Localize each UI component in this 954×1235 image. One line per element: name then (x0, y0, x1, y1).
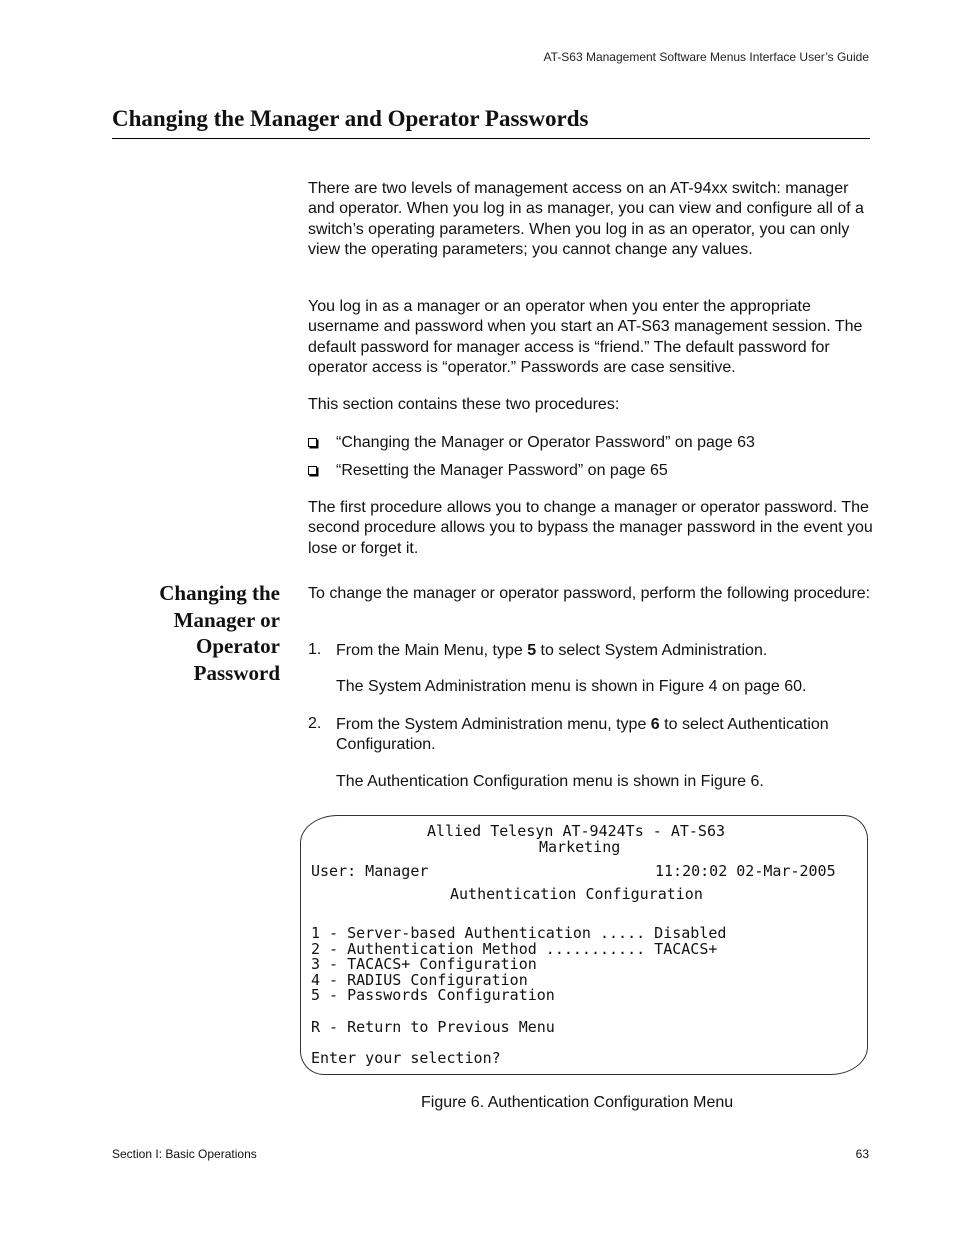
procedures-summary: The first procedure allows you to change a manager or operator password. The second procedure allows you to bypass the manager password in the event you lose or forget it. (308, 499, 873, 557)
terminal-prompt[interactable]: Enter your selection? (311, 1049, 501, 1067)
checkbox-bullet-icon (308, 466, 317, 475)
subsection-heading: Changing the Manager or Operator Password (159, 581, 280, 685)
step-number: 1. (308, 641, 322, 658)
bullet-link-text[interactable]: “Changing the Manager or Operator Password” on page 63 (336, 434, 755, 451)
intro-paragraph-3: This section contains these two procedures: (308, 396, 620, 413)
section-title: Changing the Manager and Operator Passwords (112, 106, 870, 139)
intro-paragraph-1: There are two levels of management access on an AT-94xx switch: manager and operator. When you log in as manager, you can view and configure all of a switch’s operating parameters. When you log in as an operator, you can only view the operating parameters; you cannot change any values. (308, 180, 864, 258)
figure-caption: Figure 6. Authentication Configuration Menu (421, 1094, 734, 1111)
terminal-screen (300, 815, 868, 1075)
terminal-datetime: 11:20:02 02-Mar-2005 (655, 862, 836, 880)
terminal-user: User: Manager (311, 862, 429, 880)
menu-item[interactable]: 5 - Passwords Configuration (311, 986, 555, 1004)
step-2-note: The Authentication Configuration menu is shown in Figure 6. (336, 773, 764, 790)
footer-section: Section I: Basic Operations (112, 1147, 257, 1161)
step-1-note: The System Administration menu is shown in Figure 4 on page 60. (336, 678, 807, 695)
terminal-title: Allied Telesyn AT-9424Ts - AT-S63 (427, 822, 726, 840)
menu-item[interactable]: 1 - Server-based Authentication ..... Disabled (311, 924, 727, 942)
terminal-subtitle: Marketing (539, 838, 621, 856)
subsection-intro: To change the manager or operator password, perform the following procedure: (308, 585, 871, 602)
step-number: 2. (308, 715, 322, 732)
terminal-menu-title: Authentication Configuration (450, 885, 703, 903)
bullet-link-text[interactable]: “Resetting the Manager Password” on page 65 (336, 462, 668, 479)
intro-paragraph-2: You log in as a manager or an operator when you enter the appropriate username and password when you start an AT-S63 management session. The default password for manager access is “friend.” The default password for operator access is “operator.” Passwords are case sensitive. (308, 298, 863, 376)
running-header: AT-S63 Management Software Menus Interface User’s Guide (543, 50, 869, 64)
menu-item[interactable]: 3 - TACACS+ Configuration (311, 955, 537, 973)
menu-item[interactable]: 4 - RADIUS Configuration (311, 971, 528, 989)
menu-item[interactable]: 2 - Authentication Method ........... TACACS+ (311, 940, 718, 958)
step-2-text: From the System Administration menu, type 6 to select Authentication Configuration. (336, 716, 829, 754)
step-1-text: From the Main Menu, type 5 to select System Administration. (336, 642, 768, 659)
footer-page-number: 63 (855, 1147, 869, 1161)
checkbox-bullet-icon (308, 438, 317, 447)
menu-item-return[interactable]: R - Return to Previous Menu (311, 1018, 555, 1036)
